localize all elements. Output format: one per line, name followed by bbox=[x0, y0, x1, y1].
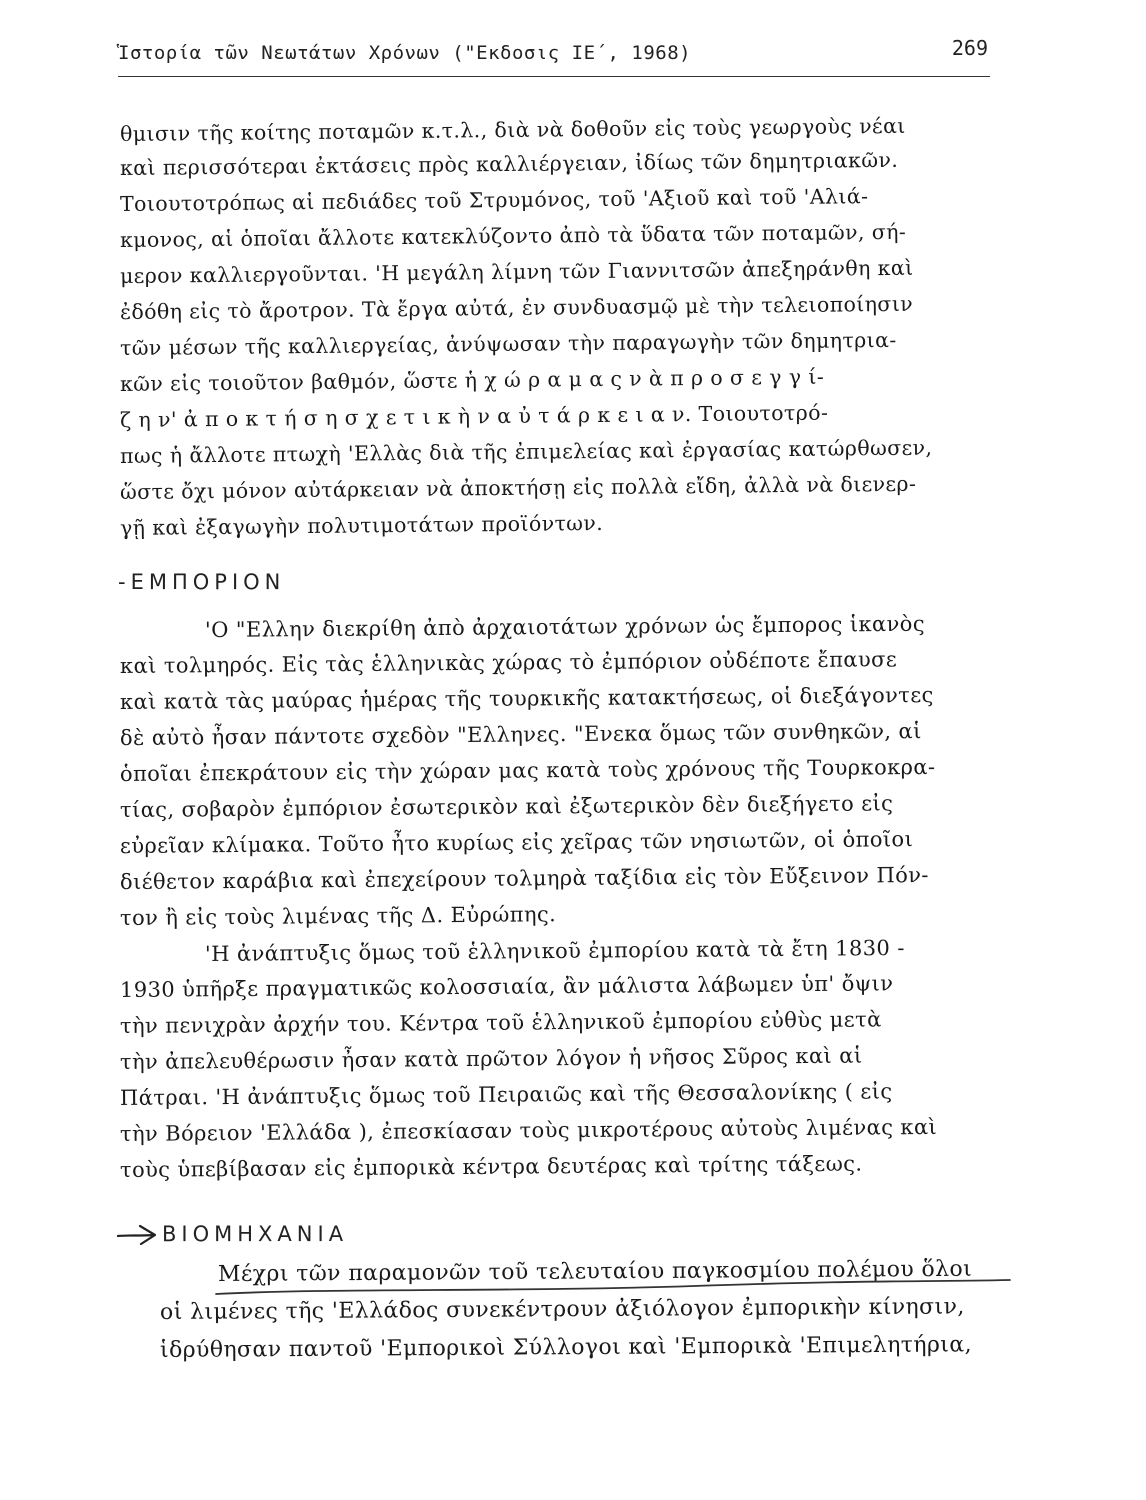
text-line: ἐδόθη εἰς τὸ ἄροτρον. Τὰ ἔργα αὐτά, ἐν συνδυασμῷ μὲ τὴν τελειοποίησιν bbox=[119, 291, 914, 324]
text-line: Πάτραι. 'Η ἀνάπτυξις ὅμως τοῦ Πειραιῶς καὶ τῆς Θεσσαλονίκης ( εἰς bbox=[119, 1079, 893, 1110]
text-line: 'Ο "Ελλην διεκρίθη ἀπὸ ἀρχαιοτάτων χρόνων ὡς ἔμπορος ἱκανὸς bbox=[204, 611, 926, 642]
text-line: καὶ τολμηρός. Εἰς τὰς ἑλληνικὰς χώρας τὸ ἐμπόριον οὐδέποτε ἔπαυσε bbox=[119, 647, 898, 678]
text-line: διέθετον καράβια καὶ ἐπεχείρουν τολμηρὰ ταξίδια εἰς τὸν Εὔξεινον Πόν- bbox=[119, 862, 929, 894]
text-line: 'Η ἀνάπτυξις ὅμως τοῦ ἑλληνικοῦ ἐμπορίου κατὰ τὰ ἔτη 1830 - bbox=[204, 935, 905, 966]
text-line: καὶ περισσότεραι ἐκτάσεις πρὸς καλλιέργειαν, ἰδίως τῶν δημητριακῶν. bbox=[119, 147, 899, 180]
section-heading-industry: ΒΙΟΜΗΧΑΝΙΑ bbox=[162, 1222, 349, 1246]
text-line: τὴν ἀπελευθέρωσιν ἦσαν κατὰ πρῶτον λόγον ἡ νῆσος Σῦρος καὶ αἱ bbox=[119, 1043, 863, 1074]
text-line: πως ἡ ἄλλοτε πτωχὴ 'Ελλὰς διὰ τῆς ἐπιμελείας καὶ ἐργασίας κατώρθωσεν, bbox=[119, 435, 933, 468]
text-line: κῶν εἰς τοιοῦτον βαθμόν, ὥστε ἡ χ ώ ρ α μ α ς ν ὰ π ρ ο σ ε γ γ ί- bbox=[119, 364, 825, 396]
text-line: κμονος, αἱ ὁποῖαι ἄλλοτε κατεκλύζοντο ἀπὸ τὰ ὕδατα τῶν ποταμῶν, σή- bbox=[119, 219, 907, 252]
text-line: 1930 ὑπῆρξε πραγματικῶς κολοσσιαία, ἂν μάλιστα λάβωμεν ὑπ' ὄψιν bbox=[119, 971, 894, 1002]
text-line: γῇ καὶ ἐξαγωγὴν πολυτιμοτάτων προϊόντων. bbox=[119, 510, 604, 540]
header-title: Ἱστορία τῶν Νεωτάτων Χρόνων ("Εκδοσις ΙΕ΄, 1968) bbox=[118, 42, 692, 64]
running-header bbox=[118, 36, 990, 77]
text-line: τίας, σοβαρὸν ἐμπόριον ἐσωτερικὸν καὶ ἐξωτερικὸν δὲν διεξήγετο εἰς bbox=[119, 791, 894, 822]
handwritten-underline bbox=[214, 1268, 1014, 1302]
text-line: Μέχρι τῶν παραμονῶν τοῦ τελευταίου παγκοσμίου πολέμου ὅλοι bbox=[217, 1256, 973, 1287]
text-line: τὴν πενιχρὰν ἀρχήν του. Κέντρα τοῦ ἑλληνικοῦ ἐμπορίου εὐθὺς μετὰ bbox=[119, 1007, 882, 1038]
text-line: τοὺς ὑπεβίβασαν εἰς ἐμπορικὰ κέντρα δευτέρας καὶ τρίτης τάξεως. bbox=[119, 1151, 863, 1182]
handwritten-arrow-icon bbox=[116, 1222, 158, 1248]
text-line: οἱ λιμένες τῆς 'Ελλάδος συνεκέντρουν ἀξιόλογον ἐμπορικὴν κίνησιν, bbox=[159, 1294, 965, 1325]
text-line: καὶ κατὰ τὰς μαύρας ἡμέρας τῆς τουρκικῆς κατακτήσεως, οἱ διεξάγοντες bbox=[119, 682, 934, 714]
text-line: ὥστε ὄχι μόνον αὐτάρκειαν νὰ ἀποκτήσῃ εἰς πολλὰ εἴδη, ἀλλὰ νὰ διενερ- bbox=[119, 471, 917, 504]
text-line: μερον καλλιεργοῦνται. 'Η μεγάλη λίμνη τῶν Γιαννιτσῶν ἀπεξηράνθη καὶ bbox=[119, 255, 914, 288]
text-line: Τοιουτοτρόπως αἱ πεδιάδες τοῦ Στρυμόνος, τοῦ 'Αξιοῦ καὶ τοῦ 'Αλιά- bbox=[119, 184, 869, 216]
text-line: δὲ αὐτὸ ἦσαν πάντοτε σχεδὸν "Ελληνες. "Ενεκα ὅμως τῶν συνθηκῶν, αἱ bbox=[119, 719, 922, 750]
section-heading-commerce: -ΕΜΠΟΡΙΟΝ bbox=[118, 570, 286, 594]
text-line: τῶν μέσων τῆς καλλιεργείας, ἀνύψωσαν τὴν παραγωγὴν τῶν δημητρια- bbox=[119, 327, 897, 360]
text-line: ὁποῖαι ἐπεκράτουν εἰς τὴν χώραν μας κατὰ τοὺς χρόνους τῆς Τουρκοκρα- bbox=[119, 754, 936, 786]
page-number: 269 bbox=[951, 36, 988, 60]
text-line: τον ἢ εἰς τοὺς λιμένας τῆς Δ. Εὐρώπης. bbox=[119, 902, 557, 930]
text-line: θμισιν τῆς κοίτης ποταμῶν κ.τ.λ., διὰ νὰ δοθοῦν εἰς τοὺς γεωργοὺς νέαι bbox=[119, 113, 906, 146]
text-line: ζ η ν' ἀ π ο κ τ ή σ η σ χ ε τ ι κ ὴ ν α ὐ τ ά ρ κ ε ι α ν. Τοιουτοτρό- bbox=[119, 400, 829, 432]
text-line: εὐρεῖαν κλίμακα. Τοῦτο ἦτο κυρίως εἰς χεῖρας τῶν νησιωτῶν, οἱ ὁποῖοι bbox=[119, 827, 914, 858]
text-line: ἱδρύθησαν παντοῦ 'Εμπορικοὶ Σύλλογοι καὶ 'Εμπορικὰ 'Επιμελητήρια, bbox=[159, 1332, 973, 1363]
text-line: τὴν Βόρειον 'Ελλάδα ), ἐπεσκίασαν τοὺς μικροτέρους αὐτοὺς λιμένας καὶ bbox=[119, 1114, 938, 1146]
